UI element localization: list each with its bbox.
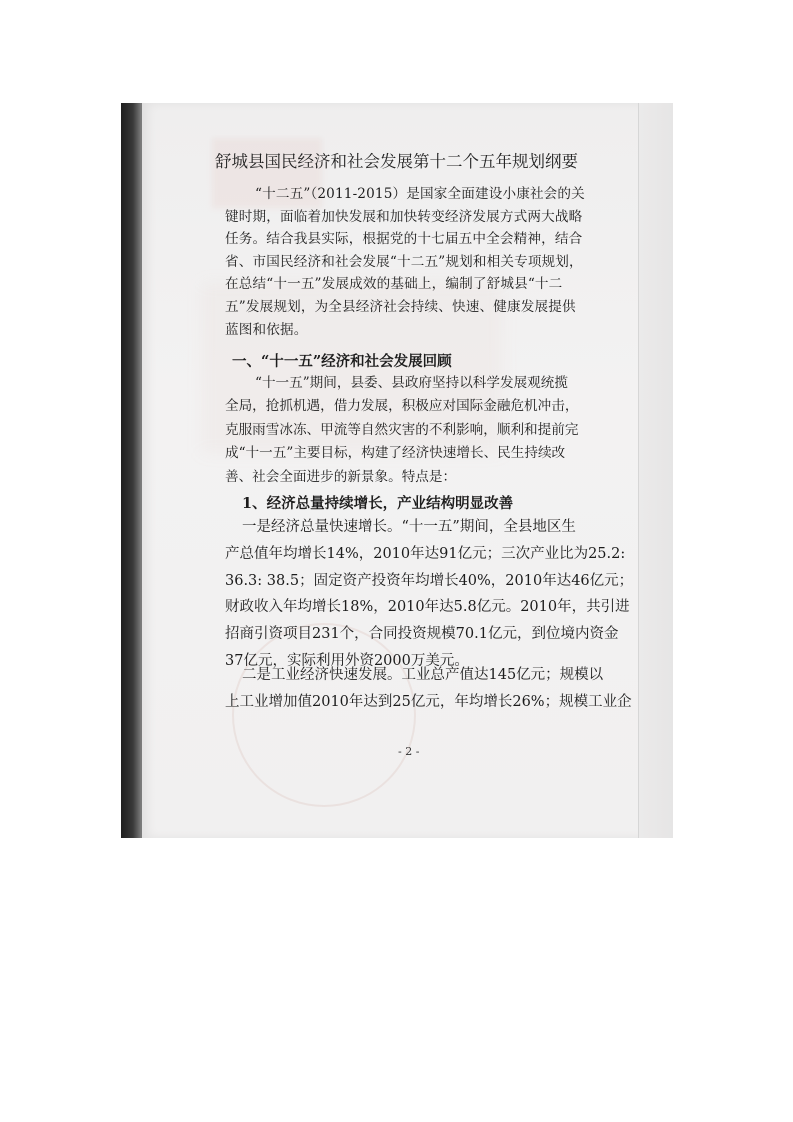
text-line: 键时期，面临着加快发展和加快转变经济发展方式两大战略: [225, 208, 583, 225]
text-line: 在总结“十一五”发展成效的基础上，编制了舒城县“十二: [225, 276, 563, 293]
document-title: 舒城县国民经济和社会发展第十二个五年规划纲要: [215, 152, 578, 171]
subsection-heading: 1、经济总量持续增长，产业结构明显改善: [242, 495, 514, 512]
text-line: 成“十一五”主要目标，构建了经济快速增长、民生持续改: [225, 445, 566, 462]
economy-paragraph: [225, 514, 633, 675]
industry-paragraph: [225, 662, 632, 716]
text-line: “十二五”（2011-2015）是国家全面建设小康社会的关: [255, 186, 585, 202]
page-number: - 2 -: [398, 745, 420, 758]
text-line: 全局，抢抓机遇，借力发展，积极应对国际金融危机冲击，: [225, 398, 579, 415]
text-line: 一是经济总量快速增长。“十一五”期间，全县地区生: [242, 519, 576, 535]
text-line: “十一五”期间，县委、县政府坚持以科学发展观统揽: [255, 375, 568, 391]
text-line: 36.3: 38.5；固定资产投资年均增长40%，2010年达46亿元；: [225, 572, 634, 589]
text-line: 克服雨雪冰冻、甲流等自然灾害的不利影响，顺利和提前完: [225, 421, 579, 438]
review-paragraph: [225, 372, 578, 489]
text-line: 产总值年均增长14%，2010年达91亿元；三次产业比为25.2:: [225, 545, 626, 562]
text-line: 上工业增加值2010年达到25亿元，年均增长26%；规模工业企: [225, 693, 632, 710]
text-line: 任务。结合我县实际，根据党的十七届五中全会精神，结合: [225, 231, 583, 248]
paper-edge: [638, 103, 673, 838]
section-heading: 一、“十一五”经济和社会发展回顾: [232, 353, 452, 370]
text-line: 善、社会全面进步的新景象。特点是：: [225, 468, 457, 485]
intro-paragraph: [225, 183, 585, 341]
text-line: 五”发展规划，为全县经济社会持续、快速、健康发展提供: [225, 298, 576, 315]
text-line: 省、市国民经济和社会发展“十二五”规划和相关专项规划，: [225, 253, 583, 270]
text-line: 蓝图和依据。: [225, 321, 308, 338]
text-line: 37亿元，实际利用外资2000万美元。: [225, 652, 469, 669]
text-line: 招商引资项目231个，合同投资规模70.1亿元，到位境内资金: [225, 626, 619, 643]
text-line: 财政收入年均增长18%，2010年达5.8亿元。2010年，共引进: [225, 599, 630, 616]
text-line: 二是工业经济快速发展。工业总产值达145亿元；规模以: [242, 667, 604, 683]
